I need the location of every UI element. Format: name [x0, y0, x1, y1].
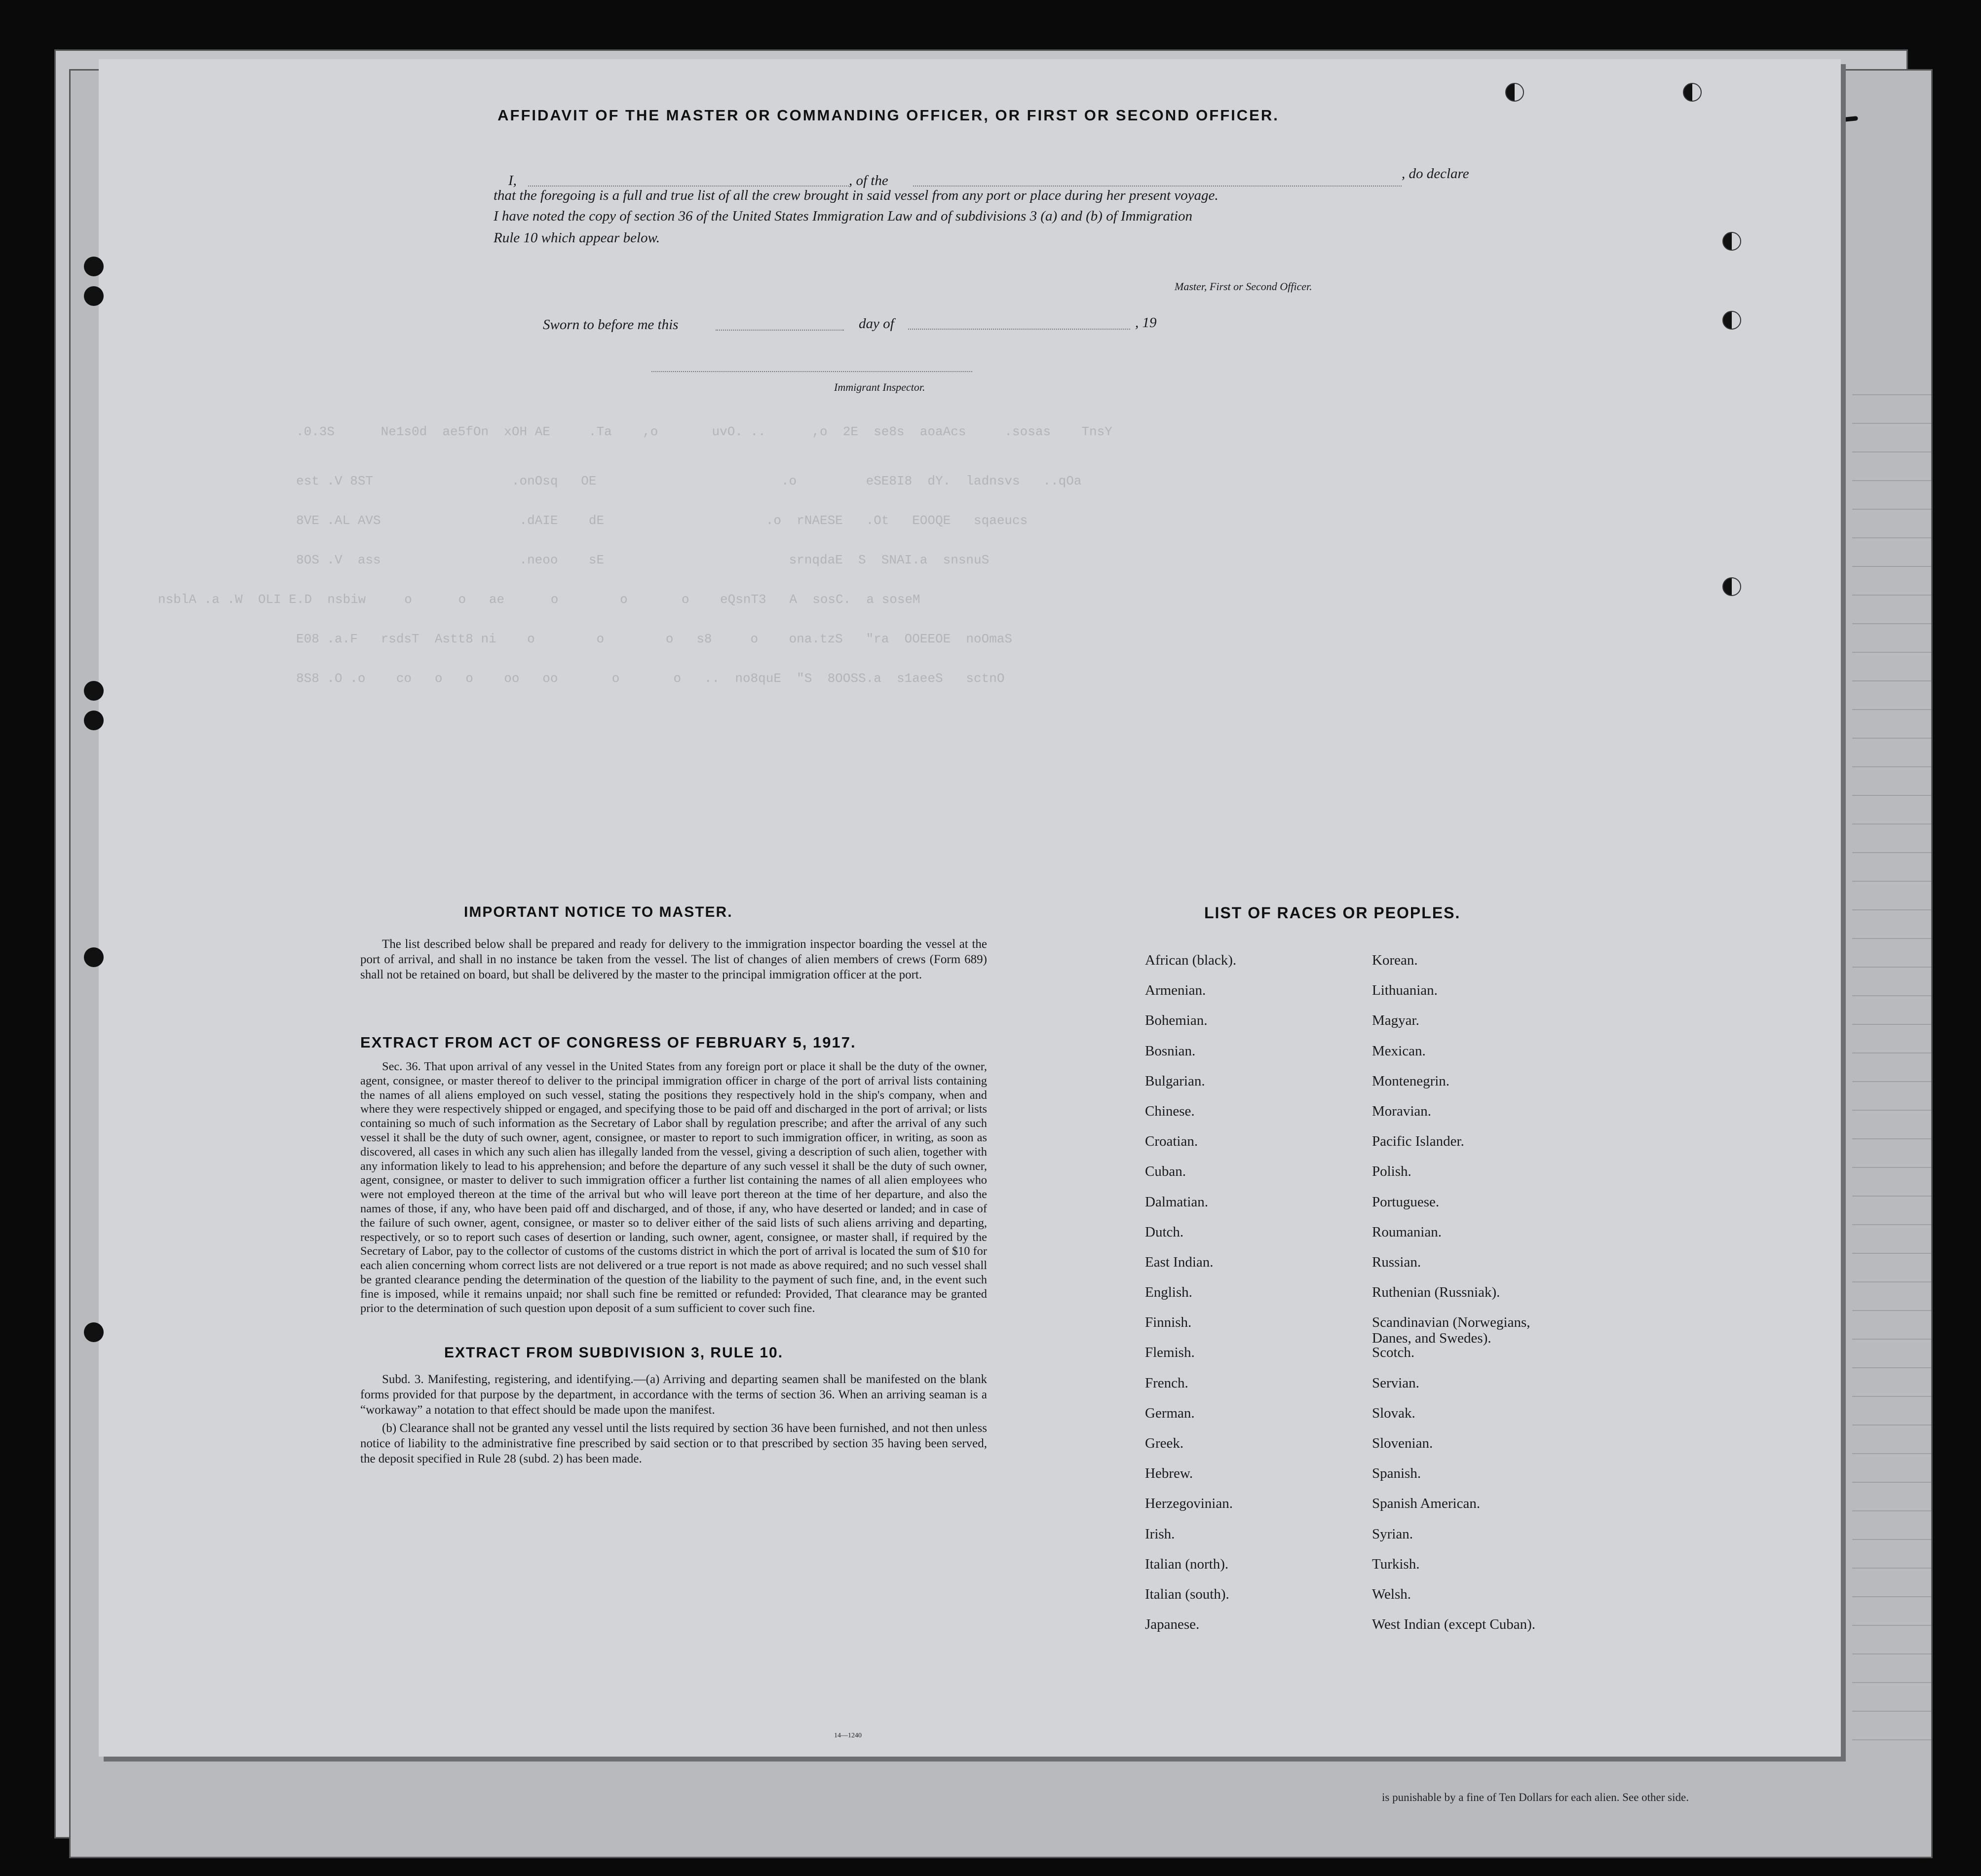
show-through-text: est .V 8ST .onOsq OE .o eSE8I8 dY. ladnsvs ..qOa — [296, 474, 1082, 488]
race-item: Korean. — [1372, 952, 1418, 968]
year-prefix: , 19 — [1135, 315, 1157, 331]
act-text — [360, 1060, 987, 1318]
form-number: 14—1240 — [834, 1732, 862, 1739]
sworn-text: Sworn to before me this — [543, 317, 679, 333]
race-item: Armenian. — [1145, 982, 1206, 999]
rule-text — [360, 1372, 987, 1469]
vessel-blank — [913, 186, 1402, 187]
race-item: Ruthenian (Russniak). — [1372, 1284, 1500, 1301]
rule-paragraph-b: (b) Clearance shall not be granted any vessel until the lists required by section 36 have been furnished, and not then unless notice of liability to the administrative fine prescribed by said section or to that prescribed by section 35 having been served, the deposit specified in Rule 28 (subd. 2) has been made. — [360, 1422, 987, 1465]
race-item: Bosnian. — [1145, 1043, 1196, 1059]
binder-hole — [1722, 232, 1741, 251]
sworn-day-blank — [716, 330, 844, 331]
race-item: East Indian. — [1145, 1254, 1214, 1270]
race-item: Irish. — [1145, 1526, 1175, 1542]
races-list-right — [1372, 952, 1668, 1647]
sworn-month-blank — [908, 329, 1130, 330]
race-item: Italian (south). — [1145, 1586, 1229, 1602]
race-item: Spanish American. — [1372, 1496, 1481, 1512]
act-heading: EXTRACT FROM ACT OF CONGRESS OF FEBRUARY 5, 1917. — [360, 1034, 856, 1051]
race-item: Russian. — [1372, 1254, 1421, 1270]
races-heading: LIST OF RACES OR PEOPLES. — [1204, 904, 1461, 922]
race-item: Spanish. — [1372, 1465, 1421, 1482]
show-through-text: 8S8 .O .o co o o oo oo o o .. no8quE "S 8OOSS.a s1aeeS sctnO — [296, 671, 1005, 686]
race-item: Dutch. — [1145, 1224, 1184, 1240]
race-item: Greek. — [1145, 1435, 1184, 1451]
binder-hole — [84, 711, 104, 730]
race-item: Hebrew. — [1145, 1465, 1193, 1482]
rule-heading: EXTRACT FROM SUBDIVISION 3, RULE 10. — [444, 1345, 784, 1361]
binder-hole — [1505, 83, 1524, 102]
binder-hole — [84, 1322, 104, 1342]
notice-text — [360, 937, 987, 985]
affidavit-rule-note: Rule 10 which appear below. — [494, 230, 660, 246]
show-through-text: E08 .a.F rsdsT Astt8 ni o o o s8 o ona.tzS "ra OOEEOE noOmaS — [296, 632, 1013, 646]
race-item: Welsh. — [1372, 1586, 1411, 1602]
race-item: Montenegrin. — [1372, 1073, 1450, 1089]
binder-hole — [1722, 311, 1741, 330]
inspector-label: Immigrant Inspector. — [834, 381, 925, 393]
affidavit-declare: , do declare — [1402, 166, 1469, 182]
race-item: Pacific Islander. — [1372, 1133, 1464, 1150]
race-item: Turkish. — [1372, 1556, 1420, 1572]
binder-hole — [1722, 577, 1741, 596]
binder-hole — [84, 257, 104, 276]
race-item: Scotch. — [1372, 1345, 1415, 1361]
race-item: Bulgarian. — [1145, 1073, 1205, 1089]
binder-hole — [84, 286, 104, 306]
race-item: Japanese. — [1145, 1616, 1200, 1633]
race-item: Herzegovinian. — [1145, 1496, 1233, 1512]
master-signature-label: Master, First or Second Officer. — [1175, 280, 1312, 293]
race-item: Lithuanian. — [1372, 982, 1438, 999]
race-item: Bohemian. — [1145, 1013, 1208, 1029]
race-item: African (black). — [1145, 952, 1237, 968]
race-item: Croatian. — [1145, 1133, 1198, 1150]
race-item: French. — [1145, 1375, 1188, 1391]
ruled-columns — [1852, 367, 1931, 1748]
show-through-text: nsblA .a .W OLI E.D nsbiw o o ae o o o eQsnT3 A sosC. a soseM — [158, 592, 920, 607]
show-through-text: .0.3S Ne1s0d ae5fOn xOH AE .Ta ,o uvO. .. ,o 2E se8s aoaAcs .sosas TnsY — [296, 424, 1112, 439]
race-item: Syrian. — [1372, 1526, 1413, 1542]
show-through-text: 8OS .V ass .neoo sE srnqdaE S SNAI.a snsnuS — [296, 553, 990, 567]
underlying-footer-text: is punishable by a fine of Ten Dollars for each alien. See other side. — [1382, 1791, 1689, 1803]
inspector-signature-line — [651, 371, 972, 372]
binder-hole — [84, 947, 104, 967]
notice-heading: IMPORTANT NOTICE TO MASTER. — [464, 904, 733, 920]
binder-hole — [1683, 83, 1702, 102]
affidavit-title: AFFIDAVIT OF THE MASTER OR COMMANDING OFFICER, OR FIRST OR SECOND OFFICER. — [497, 107, 1279, 124]
manifest-sheet — [99, 59, 1841, 1757]
race-item: Finnish. — [1145, 1314, 1192, 1331]
affidavit-statement: that the foregoing is a full and true list of all the crew brought in said vessel from any port or place during her present voyage. — [494, 188, 1219, 203]
notice-paragraph: The list described below shall be prepared and ready for delivery to the immigration inspector boarding the vessel at the port of arrival, and shall in no instance be taken from the vessel. The list of changes of alien members of crews (Form 689) shall not be retained on board, but shall be delivered by the master to the principal immigration officer at the port. — [360, 938, 987, 981]
race-item: English. — [1145, 1284, 1192, 1301]
binder-hole — [84, 681, 104, 701]
race-item: West Indian (except Cuban). — [1372, 1616, 1536, 1633]
race-item: Polish. — [1372, 1163, 1411, 1180]
affidavit-section-note: I have noted the copy of section 36 of the United States Immigration Law and of subdivisions 3 (a) and (b) of Immigration — [494, 208, 1193, 224]
race-item: German. — [1145, 1405, 1195, 1421]
affidavit-i: I, — [508, 173, 517, 188]
race-item: Italian (north). — [1145, 1556, 1229, 1572]
races-list-left — [1145, 952, 1352, 1647]
race-item: Servian. — [1372, 1375, 1419, 1391]
race-item: Mexican. — [1372, 1043, 1426, 1059]
rule-paragraph-a: Subd. 3. Manifesting, registering, and identifying.—(a) Arriving and departing seamen shall be manifested on the blank forms provided for that purpose by the department, in accordance with the terms of section 36. When an arriving seaman is a “workaway” a notation to that effect should be made upon the manifest. — [360, 1373, 987, 1417]
affidavit-of-the: , of the — [849, 173, 888, 188]
race-item: Slovenian. — [1372, 1435, 1433, 1451]
race-item: Cuban. — [1145, 1163, 1186, 1180]
race-item: Magyar. — [1372, 1013, 1419, 1029]
race-item: Dalmatian. — [1145, 1194, 1209, 1210]
show-through-text: 8VE .AL AVS .dAIE dE .o rNAESE .Ot EOOQE sqaeucs — [296, 513, 1028, 528]
day-of-text: day of — [859, 316, 894, 332]
race-item: Roumanian. — [1372, 1224, 1442, 1240]
race-item: Slovak. — [1372, 1405, 1415, 1421]
race-item: Chinese. — [1145, 1103, 1195, 1119]
race-item: Portuguese. — [1372, 1194, 1440, 1210]
name-blank — [528, 186, 849, 187]
race-item: Scandinavian (Norwegians, Danes, and Swedes). — [1372, 1314, 1530, 1347]
race-item: Moravian. — [1372, 1103, 1431, 1119]
race-item: Flemish. — [1145, 1345, 1195, 1361]
act-paragraph: Sec. 36. That upon arrival of any vessel in the United States from any foreign port or place it shall be the duty of the owner, agent, consignee, or master thereof to deliver to the principal immigration officer in charge of the port of arrival lists containing the names of all aliens employed on such vessel, stating the positions they respectively hold in the ship's company, when and where they were respectively shipped or engaged, and specifying those to be paid off and discharged in the port of arrival; or lists containing so much of such information as the Secretary of Labor shall by regulation prescribe; and after the arrival of any such vessel it shall be the duty of such owner, agent, consignee, or master to report to such immigration officer, in writing, as soon as discovered, all cases in which any such alien has illegally landed from the vessel, giving a description of such alien, together with any information likely to lead to his apprehension; and before the departure of any such vessel it shall be the duty of such owner, agent, consignee, or master to deliver to such immigration officer a further list containing the names of all alien employees who were not employed thereon at the time of the arrival but who will leave port thereon at the time of her departure, and also the names of those, if any, who have been paid off and discharged, and of those, if any, who have deserted or landed; and in case of the failure of such owner, agent, consignee, or master so to deliver either of the said lists of such aliens arriving and departing, respectively, or so to report such cases of desertion or landing, such owner, agent, consignee, or master shall, if required by the Secretary of Labor, pay to the collector of customs of the customs district in which the port of arrival is located the sum of $10 for each alien concerning whom correct lists are not delivered or a true report is not made as above required; and no such vessel shall be granted clearance pending the determination of the question of the liability to the payment of such fine, and, in the event such fine is imposed, while it remains unpaid; nor shall such fine be remitted or refunded: Provided, That clearance may be granted prior to the determination of such question upon deposit of a sum sufficient to cover such fine. — [360, 1060, 987, 1315]
